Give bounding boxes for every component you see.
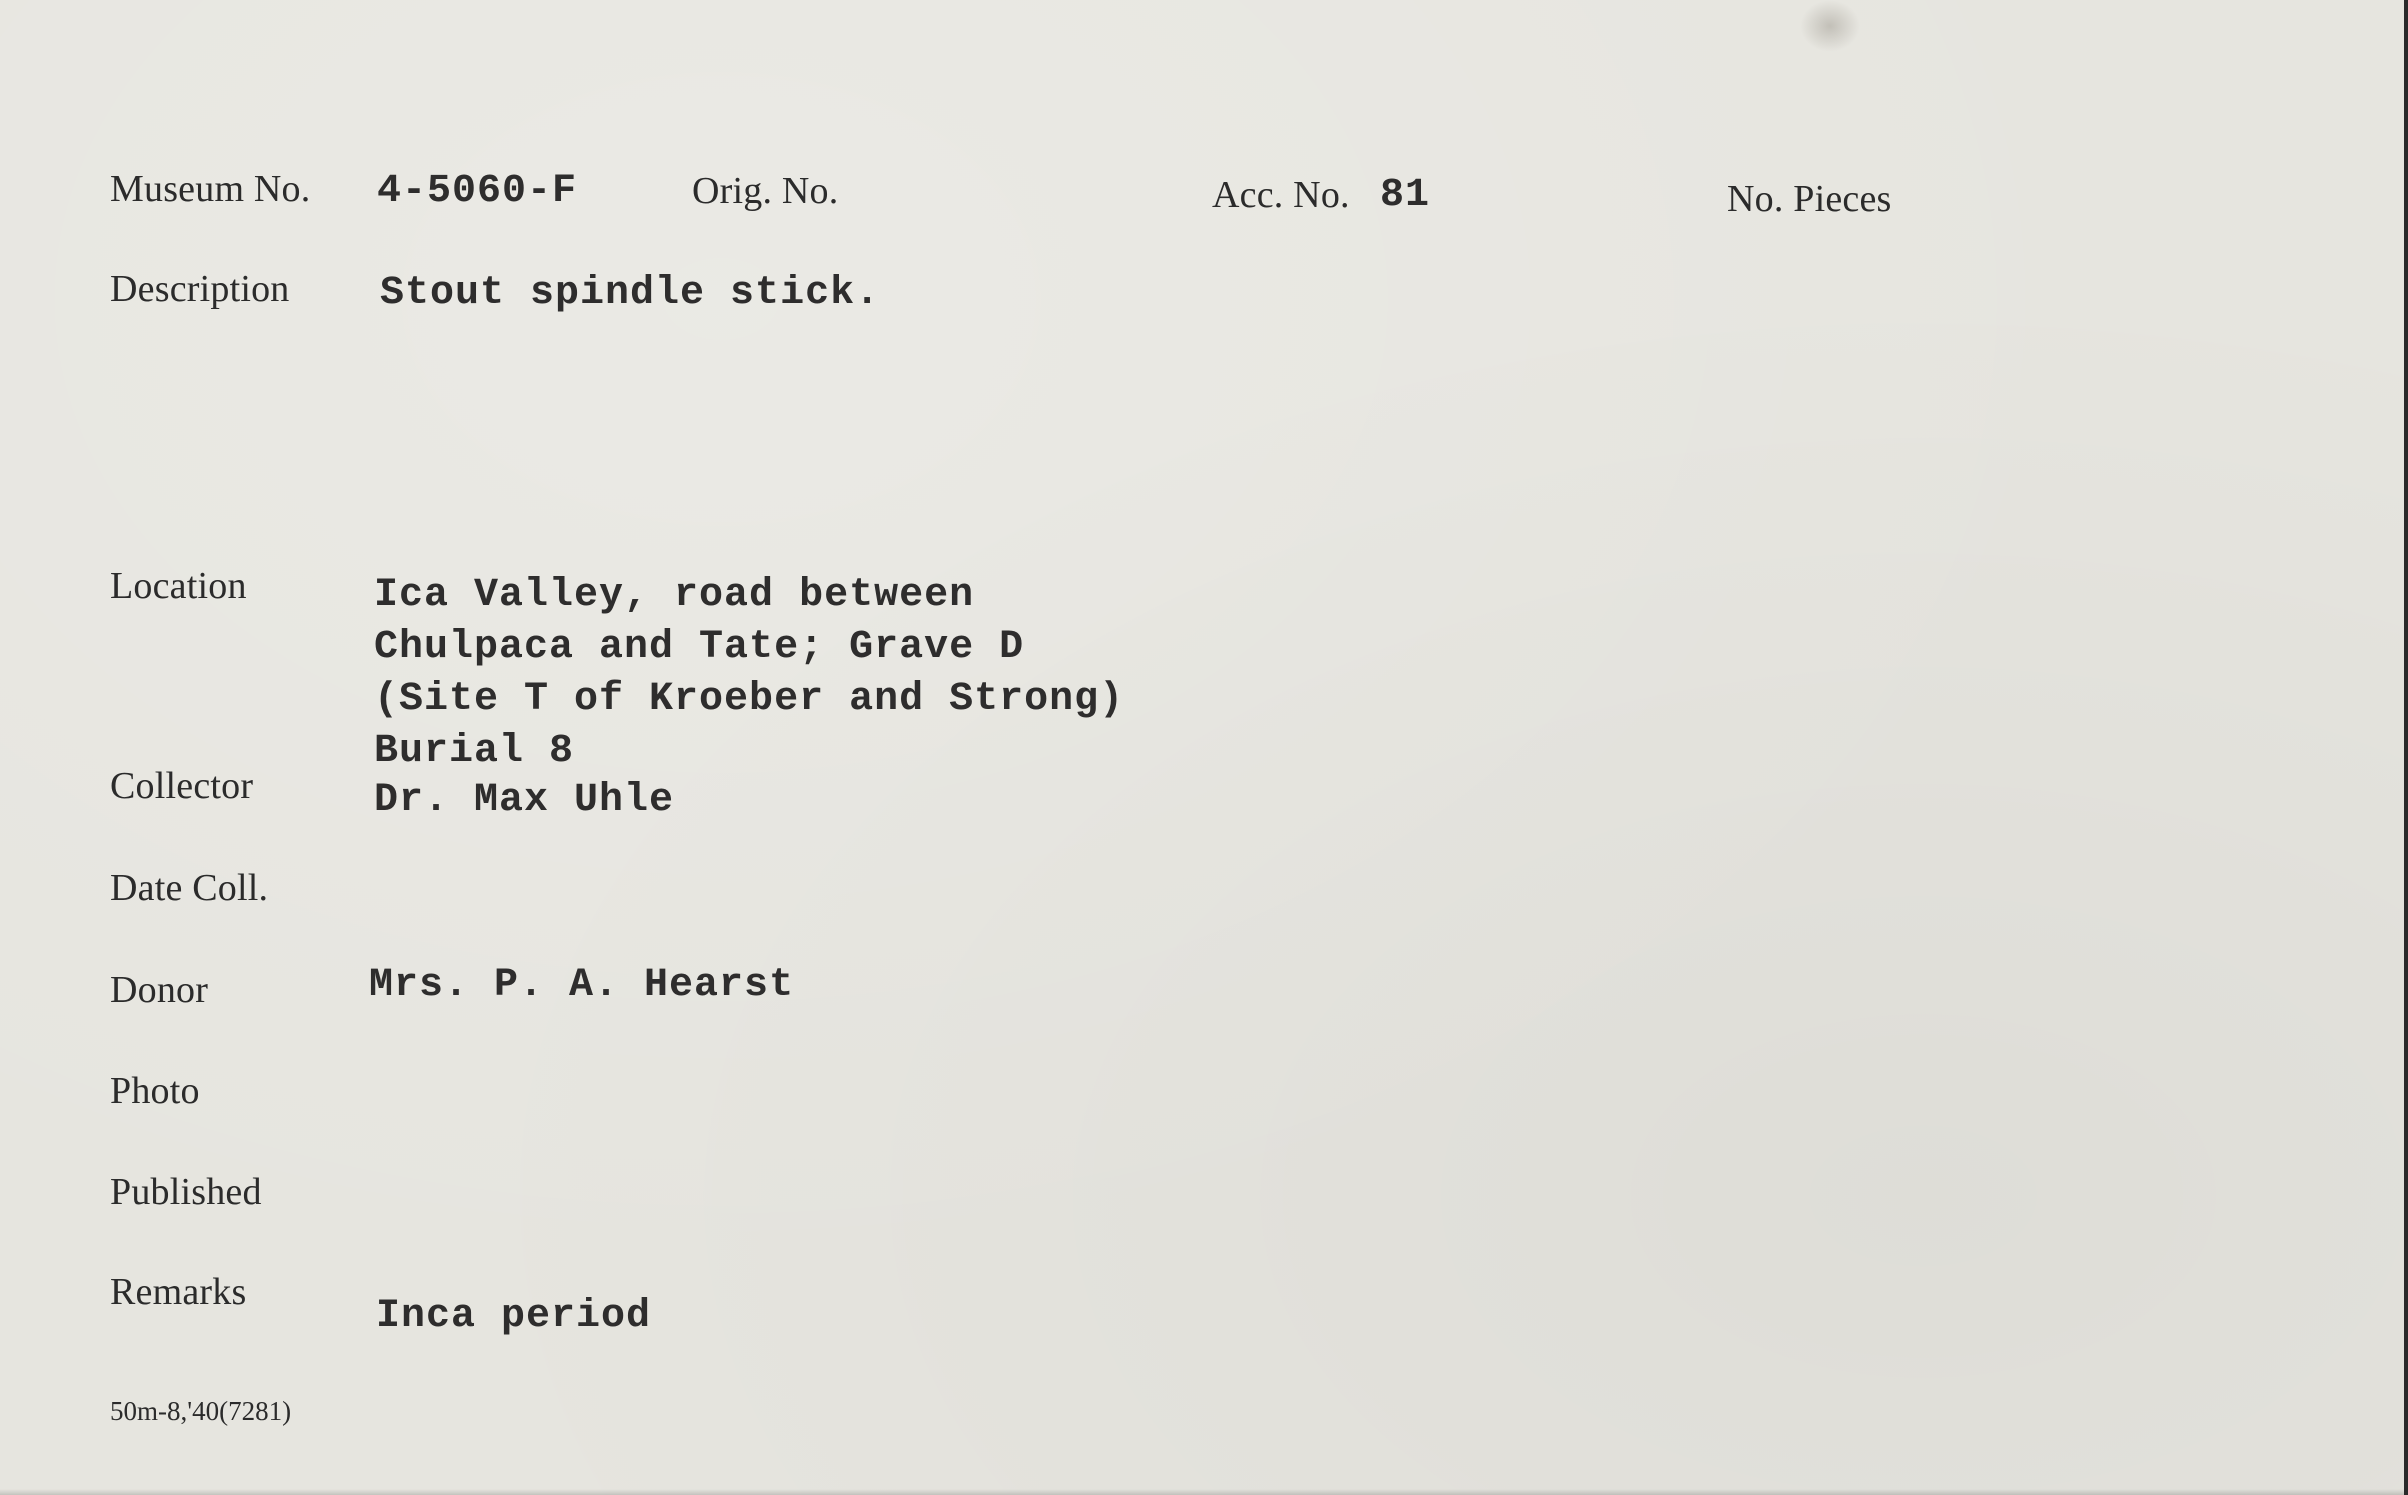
date-coll-label: Date Coll. <box>110 867 269 909</box>
museum-no-value: 4-5060-F <box>377 169 578 214</box>
location-line: (Site T of Kroeber and Strong) <box>374 677 1125 722</box>
photo-label: Photo <box>110 1070 200 1112</box>
published-label: Published <box>110 1171 262 1213</box>
collector-label: Collector <box>110 765 254 807</box>
description-label: Description <box>110 268 290 310</box>
collector-value: Dr. Max Uhle <box>374 778 675 823</box>
remarks-label: Remarks <box>110 1271 247 1313</box>
acc-no-value: 81 <box>1380 173 1431 218</box>
donor-label: Donor <box>110 969 209 1011</box>
remarks-value: Inca period <box>376 1294 652 1339</box>
location-line: Ica Valley, road between <box>374 573 975 618</box>
location-line: Burial 8 <box>374 729 575 774</box>
print-code: 50m-8,'40(7281) <box>110 1396 292 1426</box>
location-label: Location <box>110 565 247 607</box>
acc-no-label: Acc. No. <box>1212 174 1350 216</box>
orig-no-label: Orig. No. <box>692 170 839 212</box>
donor-value: Mrs. P. A. Hearst <box>369 963 795 1008</box>
location-value <box>374 570 1124 778</box>
location-line: Chulpaca and Tate; Grave D <box>374 625 1025 670</box>
museum-no-label: Museum No. <box>110 168 311 210</box>
paper-smudge <box>1800 0 1860 52</box>
description-value: Stout spindle stick. <box>380 271 881 316</box>
no-pieces-label: No. Pieces <box>1727 178 1892 220</box>
